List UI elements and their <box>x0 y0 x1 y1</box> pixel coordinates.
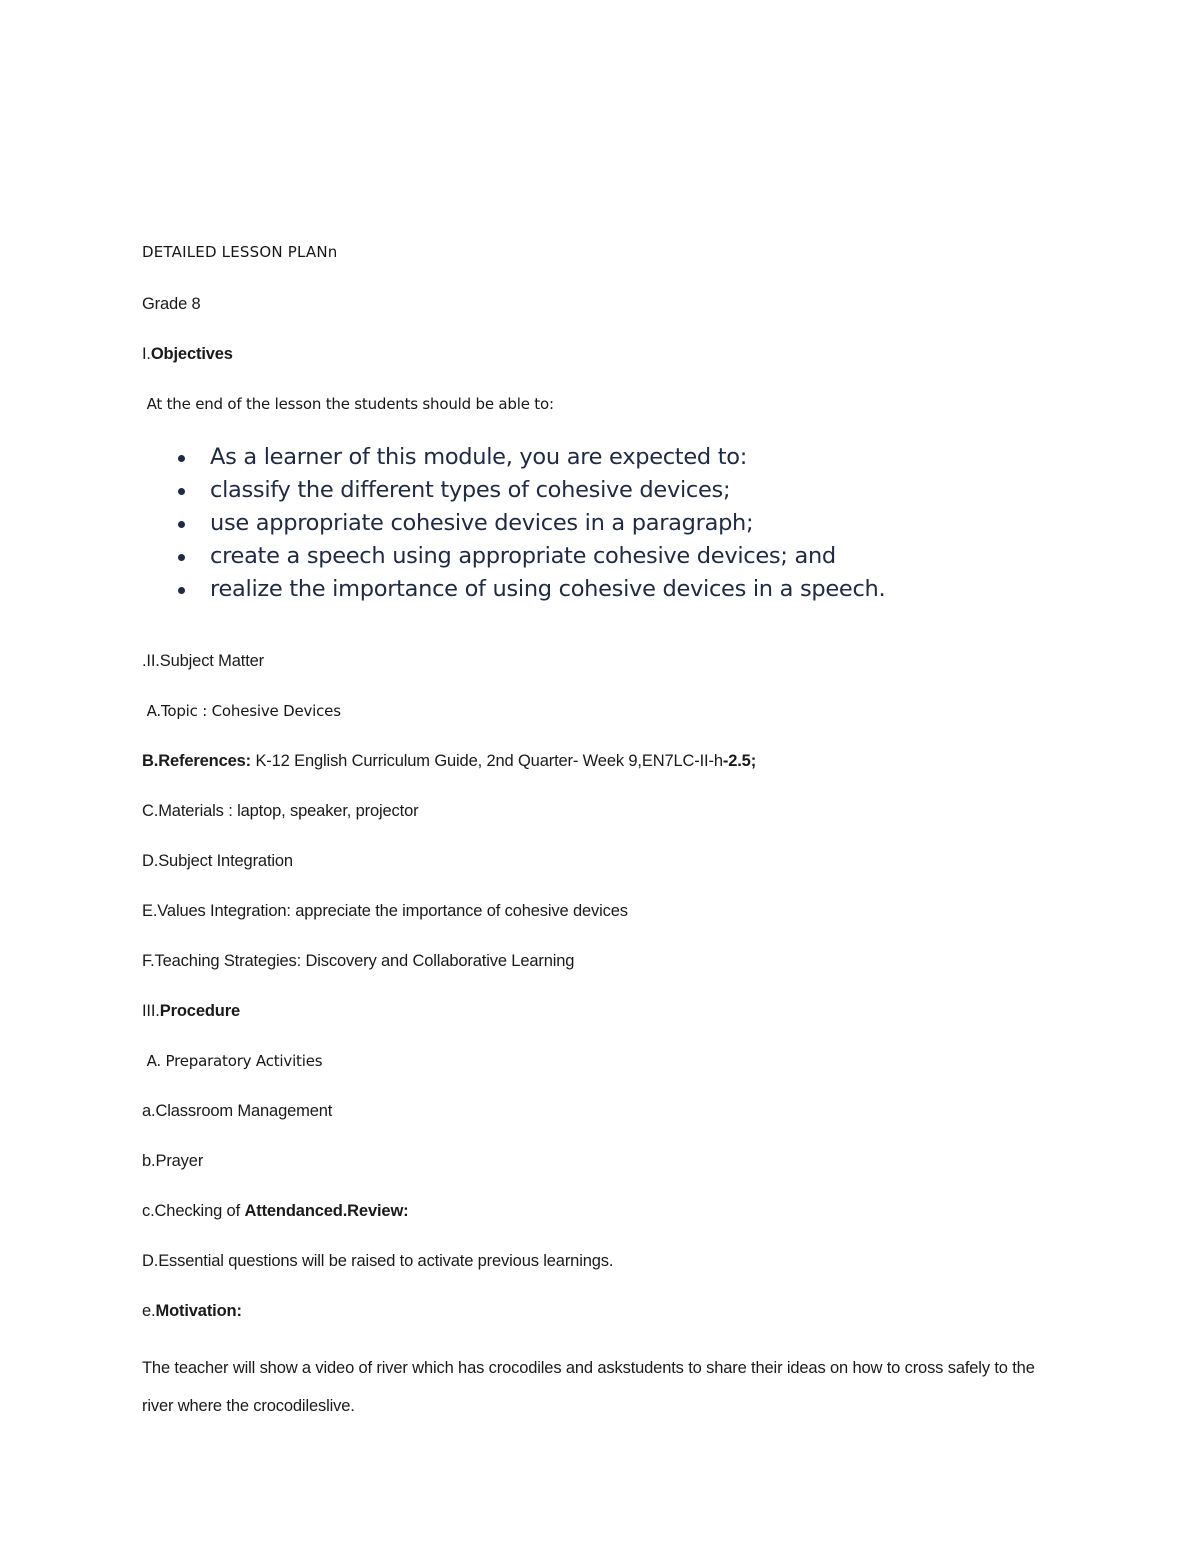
objective-text: As a learner of this module, you are expected to: <box>210 444 747 470</box>
objectives-heading-bold: Objectives <box>150 345 233 363</box>
motivation-body-paragraph: The teacher will show a video of river which has crocodiles and askstudents to share their ideas on how to cross safely to the river where the crocodileslive. <box>142 1359 1035 1415</box>
bullet-icon <box>178 455 185 462</box>
bullet-icon <box>178 488 185 495</box>
references-text: K-12 English Curriculum Guide, 2nd Quarter- Week 9,EN7LC-II-h <box>251 752 723 770</box>
attendance-review-line <box>142 1199 1060 1223</box>
list-item <box>142 475 1060 506</box>
motivation-heading <box>142 1299 1060 1323</box>
references-line <box>142 749 1060 773</box>
bullet-icon <box>178 587 185 594</box>
objectives-list <box>142 442 1060 605</box>
document-title: DETAILED LESSON PLANn <box>142 243 338 261</box>
list-item <box>142 508 1060 539</box>
teaching-strategies-line: F.Teaching Strategies: Discovery and Collaborative Learning <box>142 952 575 970</box>
attendance-prefix: c.Checking of <box>142 1202 245 1220</box>
objective-text: classify the different types of cohesive devices; <box>210 477 731 503</box>
materials-line: C.Materials : laptop, speaker, projector <box>142 802 419 820</box>
references-code-tail: -2.5; <box>722 752 757 770</box>
objectives-heading <box>142 342 1060 366</box>
classroom-management-line: a.Classroom Management <box>142 1102 333 1120</box>
list-item <box>142 541 1060 572</box>
procedure-heading-bold: Procedure <box>159 1002 241 1020</box>
objectives-list-block <box>142 442 1060 605</box>
procedure-heading <box>142 999 1060 1023</box>
bullet-icon <box>178 554 185 561</box>
motivation-prefix: e. <box>142 1302 156 1320</box>
objective-text: create a speech using appropriate cohesive devices; and <box>210 543 836 569</box>
motivation-bold: Motivation: <box>155 1302 242 1320</box>
attendance-review-bold: Attendanced.Review: <box>244 1202 409 1220</box>
objectives-heading-prefix: I. <box>142 345 151 363</box>
essential-questions-line: D.Essential questions will be raised to activate previous learnings. <box>142 1252 614 1270</box>
topic-line: A.Topic : Cohesive Devices <box>142 702 341 720</box>
procedure-heading-prefix: III. <box>142 1002 160 1020</box>
section-spacer <box>142 639 1060 649</box>
preparatory-activities-line: A. Preparatory Activities <box>142 1052 323 1070</box>
list-item <box>142 574 1060 605</box>
grade-line: Grade 8 <box>142 295 201 313</box>
values-integration-line: E.Values Integration: appreciate the importance of cohesive devices <box>142 902 628 920</box>
subject-integration-line: D.Subject Integration <box>142 852 293 870</box>
prayer-line: b.Prayer <box>142 1152 204 1170</box>
subject-matter-heading: .II.Subject Matter <box>142 652 265 670</box>
objective-text: realize the importance of using cohesive devices in a speech. <box>210 576 886 602</box>
bullet-icon <box>178 521 185 528</box>
objective-text: use appropriate cohesive devices in a paragraph; <box>210 510 754 536</box>
references-label: B.References: <box>142 752 252 770</box>
objectives-intro: At the end of the lesson the students should be able to: <box>142 395 554 413</box>
list-item <box>142 442 1060 473</box>
